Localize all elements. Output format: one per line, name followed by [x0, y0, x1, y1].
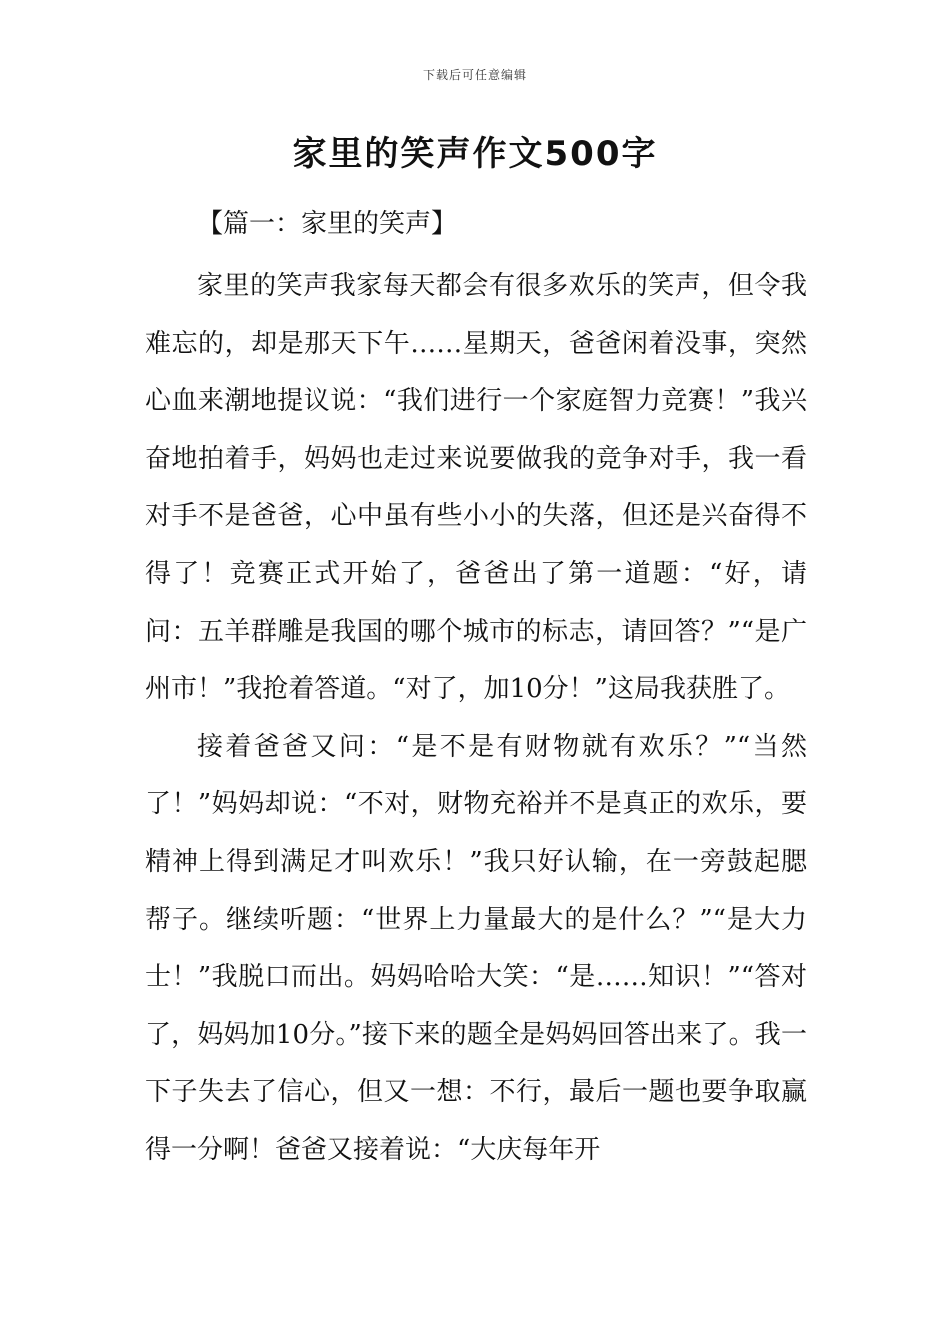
header-note: 下载后可任意编辑 [422, 68, 527, 82]
article-body [145, 258, 807, 1180]
document-title: 家里的笑声作文500字 [292, 134, 658, 174]
paragraph-1: 家里的笑声我家每天都会有很多欢乐的笑声，但令我难忘的，却是那天下午……星期天，爸爸闲着没事，突然心血来潮地提议说：“我们进行一个家庭智力竞赛！”我兴奋地拍着手，妈妈也走过来说要做我的竞争对手，我一看对手不是爸爸，心中虽有些小小的失落，但还是兴奋得不得了！竞赛正式开始了，爸爸出了第一道题：“好，请问：五羊群雕是我国的哪个城市的标志，请回答？”“是广州市！”我抢着答道。“对了，加10分！”这局我获胜了。 [145, 271, 807, 705]
paragraph-2: 接着爸爸又问：“是不是有财物就有欢乐？”“当然了！”妈妈却说：“不对，财物充裕并不是真正的欢乐，要精神上得到满足才叫欢乐！”我只好认输，在一旁鼓起腮帮子。继续听题：“世界上力量最大的是什么？”“是大力士！”我脱口而出。妈妈哈哈大笑：“是……知识！”“答对了，妈妈加10分。”接下来的题全是妈妈回答出来了。我一下子失去了信心，但又一想：不行，最后一题也要争取赢得一分啊！爸爸又接着说：“大庆每年开 [145, 731, 807, 1165]
section-heading: 【篇一：家里的笑声】 [197, 209, 458, 239]
